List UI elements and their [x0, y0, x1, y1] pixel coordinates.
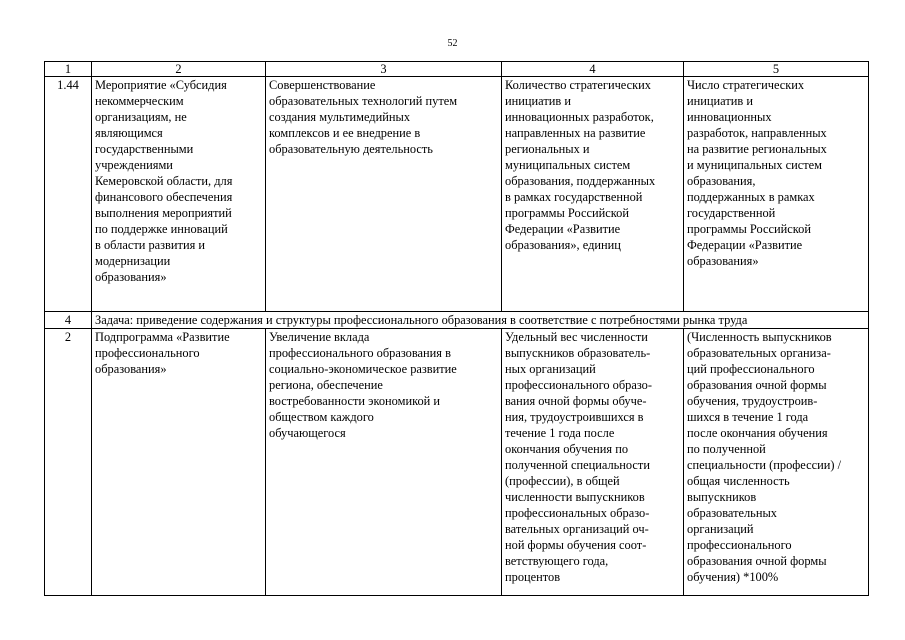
cell-text-line: социально-экономическое развитие [269, 362, 457, 376]
cell-text-line: региона, обеспечение [269, 378, 383, 392]
cell-text-line: разработок, направленных [687, 126, 827, 140]
cell-text-line: профессионального [95, 346, 200, 360]
cell-text-line: ния, трудоустроившихся в [505, 410, 644, 424]
cell-text-line: востребованности экономикой и [269, 394, 441, 408]
header-cell: 3 [266, 62, 502, 77]
cell-text-line: образования очной формы [687, 378, 827, 392]
table-row [45, 77, 869, 312]
cell-text-line: профессионального образования в [269, 346, 451, 360]
header-cell: 5 [684, 62, 869, 77]
cell-text-line: Федерации «Развитие [505, 222, 621, 236]
cell-text-line: в области развития и [95, 238, 206, 252]
cell-text-line: профессионального образо- [505, 378, 652, 392]
indicator-cell [502, 329, 684, 596]
cell-text-line: инициатив и [687, 94, 753, 108]
cell-text-line: образования, [687, 174, 756, 188]
row-number: 1.44 [45, 77, 92, 312]
cell-text-line: вания очной формы обуче- [505, 394, 647, 408]
cell-text-line: обучения, трудоустроив- [687, 394, 818, 408]
cell-text-line: модернизации [95, 254, 171, 268]
method-cell [684, 77, 869, 312]
cell-text-line: (Численность выпускников [687, 330, 832, 344]
goal-cell [266, 329, 502, 596]
cell-text-line: профессиональных образо- [505, 506, 650, 520]
method-cell [684, 329, 869, 596]
row-number: 2 [45, 329, 92, 596]
goal-cell [266, 77, 502, 312]
cell-text-line: специальности (профессии) / [687, 458, 842, 472]
row-number: 4 [45, 312, 92, 329]
table-header-row [45, 62, 869, 77]
cell-text-line: создания мультимедийных [269, 110, 411, 124]
cell-text-line: инновационных [687, 110, 772, 124]
cell-text-line: после окончания обучения [687, 426, 828, 440]
cell-text-line: образования» [95, 270, 167, 284]
cell-text-line: образовательных организа- [687, 346, 831, 360]
cell-text-line: образования очной формы [687, 554, 827, 568]
cell-text-line: ветствующего года, [505, 554, 609, 568]
cell-text-line: образовательных технологий путем [269, 94, 458, 108]
indicator-cell [502, 77, 684, 312]
header-cell: 1 [45, 62, 92, 77]
cell-text-line: вательных организаций оч- [505, 522, 649, 536]
header-cell: 4 [502, 62, 684, 77]
event-name-cell [92, 329, 266, 596]
header-cell: 2 [92, 62, 266, 77]
cell-text-line: Увеличение вклада [269, 330, 370, 344]
cell-text-line: муниципальных систем [505, 158, 631, 172]
cell-text-line: региональных и [505, 142, 590, 156]
cell-text-line: и муниципальных систем [687, 158, 822, 172]
cell-text-line: в рамках государственной [505, 190, 643, 204]
indicators-table [44, 61, 869, 596]
cell-text-line: Федерации «Развитие [687, 238, 803, 252]
cell-text-line: по поддержке инноваций [95, 222, 228, 236]
cell-text-line: организаций [687, 522, 754, 536]
cell-text-line: образовательных [687, 506, 777, 520]
cell-text-line: профессионального [687, 538, 792, 552]
cell-text-line: направленных на развитие [505, 126, 646, 140]
cell-text-line: комплексов и ее внедрение в [269, 126, 421, 140]
cell-text-line: организациям, не [95, 110, 187, 124]
cell-text-line: некоммерческим [95, 94, 184, 108]
cell-text-line: выпускников образователь- [505, 346, 651, 360]
cell-text-line: образования» [95, 362, 167, 376]
table-row [45, 329, 869, 596]
cell-text-line: Мероприятие «Субсидия [95, 78, 227, 92]
cell-text-line: ций профессионального [687, 362, 815, 376]
cell-text-line: (профессии), в общей [505, 474, 620, 488]
cell-text-line: программы Российской [505, 206, 629, 220]
table-row-task [45, 312, 869, 329]
cell-text-line: государственными [95, 142, 194, 156]
cell-text-line: программы Российской [687, 222, 811, 236]
cell-text-line: Кемеровской области, для [95, 174, 233, 188]
cell-text-line: инициатив и [505, 94, 571, 108]
cell-text-line: ной формы обучения соот- [505, 538, 647, 552]
cell-text-line: государственной [687, 206, 776, 220]
page-number: 52 [447, 38, 458, 49]
cell-text-line: образовательную деятельность [269, 142, 433, 156]
cell-text-line: полученной специальности [505, 458, 650, 472]
cell-text-line: Число стратегических [687, 78, 805, 92]
cell-text-line: поддержанных в рамках [687, 190, 815, 204]
cell-text-line: обществом каждого [269, 410, 374, 424]
cell-text-line: являющимся [95, 126, 163, 140]
cell-text-line: Удельный вес численности [505, 330, 648, 344]
cell-text-line: на развитие региональных [687, 142, 827, 156]
cell-text-line: общая численность [687, 474, 790, 488]
cell-text-line: выполнения мероприятий [95, 206, 232, 220]
cell-text-line: окончания обучения по [505, 442, 629, 456]
cell-text-line: обучающегося [269, 426, 346, 440]
cell-text-line: процентов [505, 570, 561, 584]
cell-text-line: образования, поддержанных [505, 174, 656, 188]
cell-text-line: обучения) *100% [687, 570, 779, 584]
cell-text-line: Подпрограмма «Развитие [95, 330, 230, 344]
cell-text-line: ных организаций [505, 362, 596, 376]
task-cell: Задача: приведение содержания и структуры профессионального образования в соответствие с потребностями рынка труда [92, 312, 869, 329]
cell-text-line: течение 1 года после [505, 426, 615, 440]
cell-text-line: учреждениями [95, 158, 173, 172]
event-name-cell [92, 77, 266, 312]
cell-text-line: Количество стратегических [505, 78, 651, 92]
cell-text-line: инновационных разработок, [505, 110, 654, 124]
cell-text-line: шихся в течение 1 года [687, 410, 809, 424]
cell-text-line: численности выпускников [505, 490, 645, 504]
cell-text-line: по полученной [687, 442, 766, 456]
cell-text-line: Совершенствование [269, 78, 376, 92]
cell-text-line: выпускников [687, 490, 757, 504]
cell-text-line: образования» [687, 254, 759, 268]
cell-text-line: финансового обеспечения [95, 190, 233, 204]
cell-text-line: образования», единиц [505, 238, 621, 252]
